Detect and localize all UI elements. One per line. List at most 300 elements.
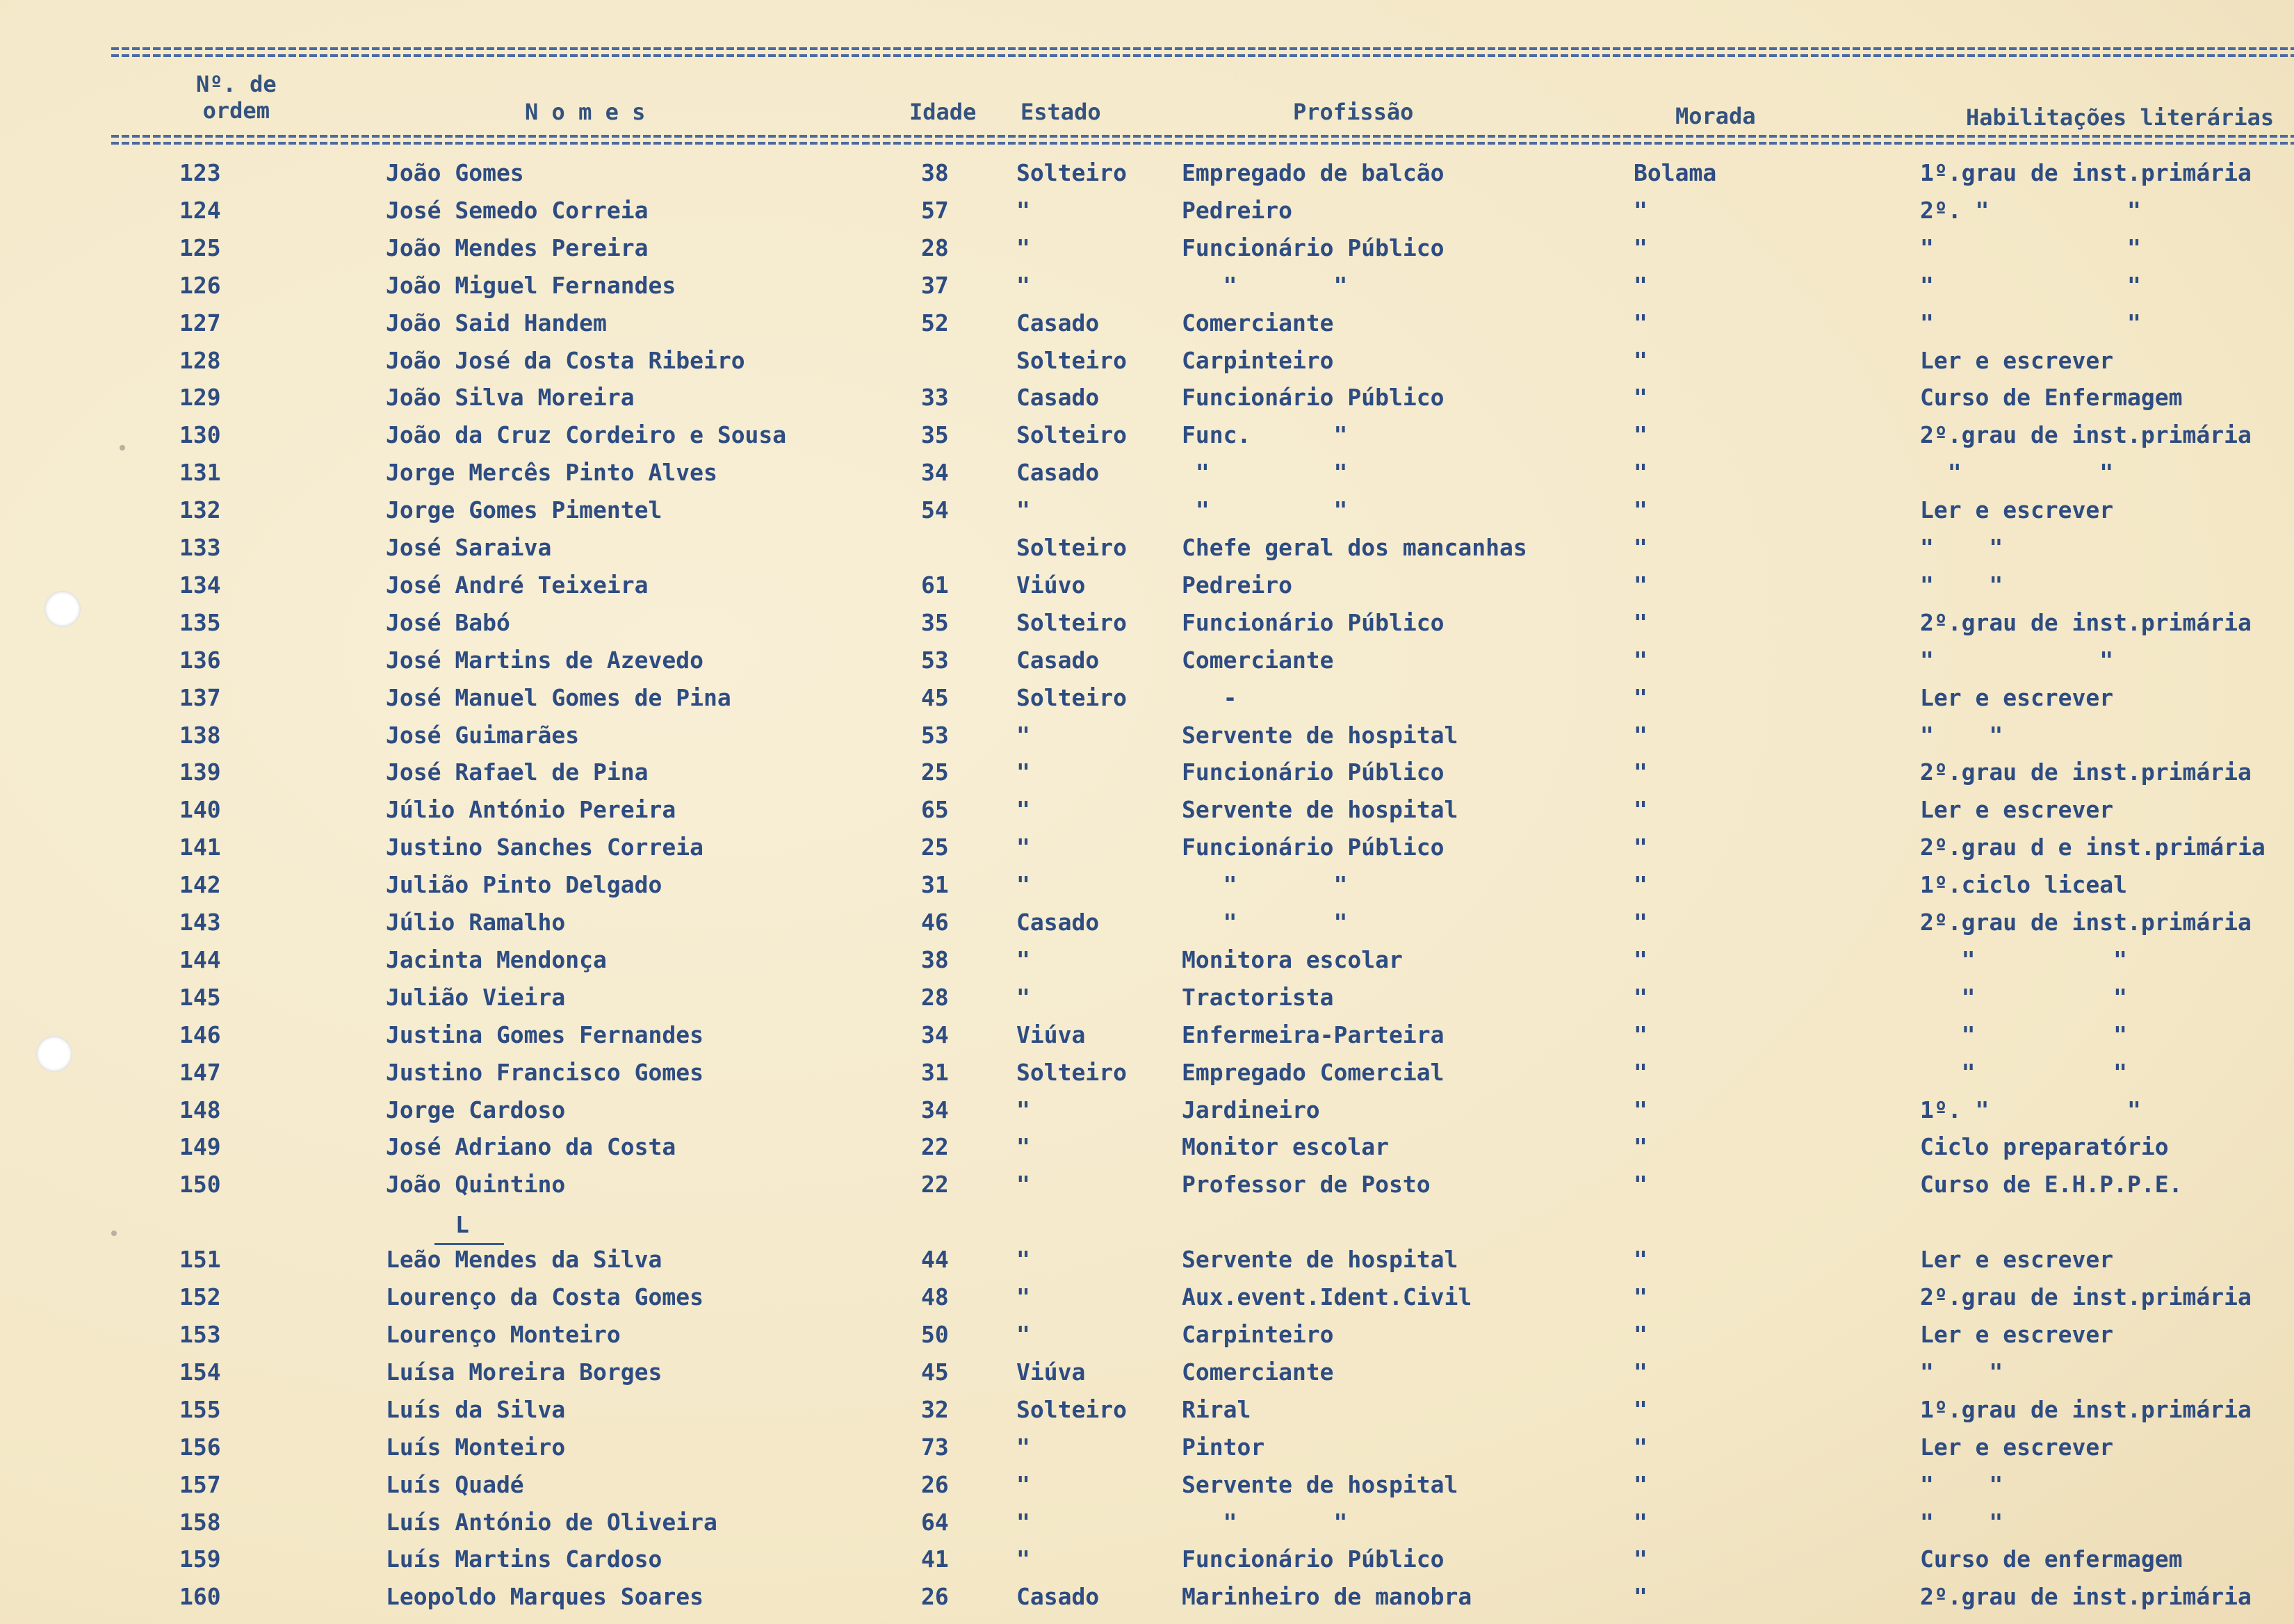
row-age: 44	[921, 1246, 949, 1274]
row-age: 45	[921, 683, 949, 711]
table-row	[0, 529, 2294, 567]
row-morada: "	[1634, 271, 1648, 299]
row-habilitacoes: Ler e escrever	[1920, 496, 2114, 524]
row-morada: "	[1634, 1433, 1648, 1461]
row-number: 135	[179, 608, 221, 636]
row-morada: "	[1634, 1246, 1648, 1274]
row-estado: "	[1016, 1246, 1030, 1274]
row-profissao: Marinheiro de manobra	[1182, 1583, 1472, 1611]
row-name: Luísa Moreira Borges	[386, 1358, 662, 1386]
row-age: 52	[921, 309, 949, 336]
row-number: 157	[179, 1470, 221, 1498]
row-profissao: Pedreiro	[1182, 196, 1292, 224]
row-estado: "	[1016, 496, 1030, 524]
table-row	[0, 192, 2294, 229]
table-row	[0, 1128, 2294, 1166]
row-morada: "	[1634, 1096, 1648, 1123]
row-number: 133	[179, 534, 221, 561]
row-morada: "	[1634, 871, 1648, 899]
row-morada: "	[1634, 834, 1648, 861]
table-row	[0, 567, 2294, 604]
row-morada: "	[1634, 1583, 1648, 1611]
row-number: 126	[179, 271, 221, 299]
row-number: 138	[179, 721, 221, 749]
row-number: 152	[179, 1283, 221, 1311]
row-age: 34	[921, 1096, 949, 1123]
row-habilitacoes: 1º.grau de inst.primária	[1920, 1395, 2252, 1423]
row-estado: Solteiro	[1016, 1058, 1127, 1086]
row-profissao: Empregado de balcão	[1182, 159, 1445, 186]
row-morada: "	[1634, 1470, 1648, 1498]
row-habilitacoes: 2º.grau de inst.primária	[1920, 909, 2252, 936]
table-row	[0, 791, 2294, 829]
row-age: 46	[921, 909, 949, 936]
row-morada: "	[1634, 346, 1648, 374]
row-habilitacoes: " "	[1920, 309, 2141, 336]
row-estado: Solteiro	[1016, 159, 1127, 186]
row-profissao: Comerciante	[1182, 309, 1334, 336]
table-row	[0, 416, 2294, 454]
row-number: 145	[179, 983, 221, 1011]
row-estado: Viúva	[1016, 1021, 1086, 1048]
row-habilitacoes: Curso de enfermagem	[1920, 1545, 2183, 1573]
row-profissao: Monitora escolar	[1182, 945, 1403, 973]
row-habilitacoes: " "	[1920, 534, 2003, 561]
row-estado: "	[1016, 945, 1030, 973]
row-name: José Babó	[386, 608, 510, 636]
row-profissao: Comerciante	[1182, 646, 1334, 674]
row-age: 34	[921, 1021, 949, 1048]
row-name: João Said Handem	[386, 309, 607, 336]
row-estado: Casado	[1016, 1583, 1100, 1611]
row-habilitacoes: " "	[1920, 945, 2128, 973]
row-number: 124	[179, 196, 221, 224]
table-row	[0, 642, 2294, 679]
row-profissao: " "	[1182, 271, 1348, 299]
table-row	[0, 1016, 2294, 1054]
row-estado: Viúvo	[1016, 571, 1086, 599]
row-estado: "	[1016, 1545, 1030, 1573]
table-row	[0, 866, 2294, 904]
row-estado: "	[1016, 1133, 1030, 1161]
row-morada: "	[1634, 1133, 1648, 1161]
row-estado: Solteiro	[1016, 534, 1127, 561]
row-number: 136	[179, 646, 221, 674]
row-habilitacoes: " "	[1920, 1470, 2003, 1498]
row-number: 160	[179, 1583, 221, 1611]
row-profissao: Pintor	[1182, 1433, 1265, 1461]
row-habilitacoes: " "	[1920, 1508, 2003, 1536]
row-profissao: Jardineiro	[1182, 1096, 1320, 1123]
table-row	[0, 1278, 2294, 1316]
table-row	[0, 1578, 2294, 1616]
row-profissao: Funcionário Público	[1182, 1545, 1445, 1573]
row-name: Leopoldo Marques Soares	[386, 1583, 703, 1611]
row-habilitacoes: 1º.grau de inst.primária	[1920, 159, 2252, 186]
row-name: Justino Francisco Gomes	[386, 1058, 703, 1086]
row-habilitacoes: Ler e escrever	[1920, 683, 2114, 711]
row-morada: "	[1634, 1358, 1648, 1386]
row-estado: "	[1016, 271, 1030, 299]
row-habilitacoes: 2º.grau de inst.primária	[1920, 1583, 2252, 1611]
row-number: 150	[179, 1171, 221, 1199]
row-profissao: Pedreiro	[1182, 571, 1292, 599]
row-name: João Miguel Fernandes	[386, 271, 676, 299]
table-row	[0, 1391, 2294, 1429]
row-profissao: Monitor escolar	[1182, 1133, 1390, 1161]
table-row	[0, 229, 2294, 267]
top-double-rule-lower	[111, 54, 2294, 57]
row-habilitacoes: " "	[1920, 1358, 2003, 1386]
table-row	[0, 1466, 2294, 1504]
row-name: Luís Monteiro	[386, 1433, 566, 1461]
table-row	[0, 1166, 2294, 1203]
row-number: 139	[179, 758, 221, 786]
row-habilitacoes: 1º.ciclo liceal	[1920, 871, 2128, 899]
row-age: 45	[921, 1358, 949, 1386]
row-morada: "	[1634, 683, 1648, 711]
row-age: 35	[921, 608, 949, 636]
row-number: 132	[179, 496, 221, 524]
row-number: 147	[179, 1058, 221, 1086]
row-name: José Rafael de Pina	[386, 758, 649, 786]
table-row	[0, 1354, 2294, 1391]
row-estado: "	[1016, 1470, 1030, 1498]
row-estado: "	[1016, 871, 1030, 899]
row-profissao: Servente de hospital	[1182, 1246, 1458, 1274]
row-age: 22	[921, 1171, 949, 1199]
row-profissao: Funcionário Público	[1182, 384, 1445, 412]
row-habilitacoes: 2º.grau de inst.primária	[1920, 608, 2252, 636]
row-age: 31	[921, 1058, 949, 1086]
row-age: 33	[921, 384, 949, 412]
table-row	[0, 829, 2294, 866]
row-estado: Solteiro	[1016, 346, 1127, 374]
header-age-label: Idade	[909, 99, 977, 125]
row-morada: "	[1634, 234, 1648, 261]
row-estado: Solteiro	[1016, 1395, 1127, 1423]
table-row	[0, 1541, 2294, 1578]
row-habilitacoes: 2º.grau de inst.primária	[1920, 1283, 2252, 1311]
table-row	[0, 717, 2294, 754]
row-morada: "	[1634, 1395, 1648, 1423]
row-number: 142	[179, 871, 221, 899]
row-age: 22	[921, 1133, 949, 1161]
row-age: 73	[921, 1433, 949, 1461]
row-age: 31	[921, 871, 949, 899]
row-profissao: -	[1182, 683, 1237, 711]
row-number: 129	[179, 384, 221, 412]
row-age: 32	[921, 1395, 949, 1423]
row-age: 64	[921, 1508, 949, 1536]
table-row	[0, 342, 2294, 380]
table-row	[0, 304, 2294, 342]
row-estado: "	[1016, 721, 1030, 749]
row-estado: "	[1016, 1321, 1030, 1348]
section-underline	[434, 1243, 504, 1245]
row-name: João Quintino	[386, 1171, 566, 1199]
row-profissao: Servente de hospital	[1182, 796, 1458, 824]
row-profissao: " "	[1182, 1508, 1348, 1536]
row-habilitacoes: " "	[1920, 571, 2003, 599]
row-morada: "	[1634, 721, 1648, 749]
row-age: 38	[921, 945, 949, 973]
row-name: Justina Gomes Fernandes	[386, 1021, 703, 1048]
row-habilitacoes: " "	[1920, 646, 2114, 674]
table-row	[0, 154, 2294, 192]
row-name: Luís da Silva	[386, 1395, 566, 1423]
row-estado: Solteiro	[1016, 608, 1127, 636]
table-row	[0, 1241, 2294, 1278]
row-profissao: Funcionário Público	[1182, 834, 1445, 861]
row-morada: "	[1634, 196, 1648, 224]
header-profissao-label: Profissão	[1293, 99, 1414, 125]
row-number: 148	[179, 1096, 221, 1123]
row-name: Leão Mendes da Silva	[386, 1246, 662, 1274]
row-name: Lourenço da Costa Gomes	[386, 1283, 703, 1311]
row-name: José André Teixeira	[386, 571, 649, 599]
table-row	[0, 1054, 2294, 1091]
row-habilitacoes: " "	[1920, 1058, 2128, 1086]
header-double-rule-lower	[111, 142, 2294, 145]
row-name: José Manuel Gomes de Pina	[386, 683, 731, 711]
row-profissao: Comerciante	[1182, 1358, 1334, 1386]
paper-speck	[111, 1231, 117, 1236]
row-profissao: " "	[1182, 496, 1348, 524]
row-name: Jorge Gomes Pimentel	[386, 496, 662, 524]
row-age: 28	[921, 234, 949, 261]
row-number: 158	[179, 1508, 221, 1536]
row-name: João José da Costa Ribeiro	[386, 346, 745, 374]
row-name: João da Cruz Cordeiro e Sousa	[386, 421, 787, 449]
row-estado: "	[1016, 196, 1030, 224]
row-profissao: Empregado Comercial	[1182, 1058, 1445, 1086]
table-row	[0, 267, 2294, 304]
row-profissao: Enfermeira-Parteira	[1182, 1021, 1445, 1048]
row-age: 26	[921, 1470, 949, 1498]
row-habilitacoes: " "	[1920, 1021, 2128, 1048]
table-row	[0, 979, 2294, 1016]
table-row	[0, 1316, 2294, 1354]
row-estado: Casado	[1016, 459, 1100, 487]
row-habilitacoes: Ciclo preparatório	[1920, 1133, 2169, 1161]
row-name: João Silva Moreira	[386, 384, 635, 412]
row-habilitacoes: 2º. " "	[1920, 196, 2141, 224]
row-morada: "	[1634, 1545, 1648, 1573]
row-name: Jorge Mercês Pinto Alves	[386, 459, 717, 487]
row-age: 34	[921, 459, 949, 487]
row-age: 26	[921, 1583, 949, 1611]
row-number: 151	[179, 1246, 221, 1274]
row-number: 153	[179, 1321, 221, 1348]
row-profissao: Carpinteiro	[1182, 346, 1334, 374]
row-name: Jacinta Mendonça	[386, 945, 607, 973]
table-row	[0, 1091, 2294, 1129]
row-morada: "	[1634, 945, 1648, 973]
row-morada: "	[1634, 646, 1648, 674]
row-number: 143	[179, 909, 221, 936]
row-habilitacoes: " "	[1920, 721, 2003, 749]
row-age: 61	[921, 571, 949, 599]
row-number: 134	[179, 571, 221, 599]
row-estado: "	[1016, 834, 1030, 861]
row-estado: "	[1016, 983, 1030, 1011]
row-morada: "	[1634, 983, 1648, 1011]
row-morada: "	[1634, 571, 1648, 599]
row-age: 28	[921, 983, 949, 1011]
row-morada: "	[1634, 1321, 1648, 1348]
row-habilitacoes: Curso de Enfermagem	[1920, 384, 2183, 412]
row-name: José Adriano da Costa	[386, 1133, 676, 1161]
row-habilitacoes: 2º.grau de inst.primária	[1920, 421, 2252, 449]
row-morada: "	[1634, 1283, 1648, 1311]
row-age: 53	[921, 646, 949, 674]
row-habilitacoes: " "	[1920, 234, 2141, 261]
row-estado: Viúva	[1016, 1358, 1086, 1386]
row-name: Luís António de Oliveira	[386, 1508, 717, 1536]
row-number: 144	[179, 945, 221, 973]
table-row	[0, 754, 2294, 791]
row-profissao: Funcionário Público	[1182, 234, 1445, 261]
row-estado: "	[1016, 1283, 1030, 1311]
row-name: Júlio António Pereira	[386, 796, 676, 824]
row-habilitacoes: Ler e escrever	[1920, 1246, 2114, 1274]
row-number: 141	[179, 834, 221, 861]
row-morada: "	[1634, 909, 1648, 936]
section-letter: L	[455, 1211, 469, 1238]
row-name: João Gomes	[386, 159, 524, 186]
row-name: Julião Pinto Delgado	[386, 871, 662, 899]
row-name: Luís Martins Cardoso	[386, 1545, 662, 1573]
table-row	[0, 1429, 2294, 1466]
row-estado: "	[1016, 796, 1030, 824]
table-row	[0, 492, 2294, 529]
row-number: 137	[179, 683, 221, 711]
row-estado: "	[1016, 1508, 1030, 1536]
row-name: João Mendes Pereira	[386, 234, 649, 261]
header-morada-label: Morada	[1675, 103, 1756, 129]
header-num-label: Nº. de ordem	[196, 71, 277, 124]
row-profissao: Chefe geral dos mancanhas	[1182, 534, 1527, 561]
row-estado: Casado	[1016, 646, 1100, 674]
row-morada: "	[1634, 534, 1648, 561]
row-age: 37	[921, 271, 949, 299]
table-row	[0, 604, 2294, 642]
row-name: Justino Sanches Correia	[386, 834, 703, 861]
row-estado: Casado	[1016, 309, 1100, 336]
row-estado: "	[1016, 758, 1030, 786]
row-morada: "	[1634, 796, 1648, 824]
row-number: 156	[179, 1433, 221, 1461]
header-habilitacoes-label: Habilitações literárias	[1966, 104, 2275, 131]
row-morada: "	[1634, 384, 1648, 412]
header-name-label: N o m e s	[525, 99, 646, 125]
row-profissao: Funcionário Público	[1182, 608, 1445, 636]
row-name: José Semedo Correia	[386, 196, 649, 224]
row-number: 146	[179, 1021, 221, 1048]
row-age: 53	[921, 721, 949, 749]
row-number: 155	[179, 1395, 221, 1423]
row-estado: "	[1016, 1171, 1030, 1199]
row-estado: Solteiro	[1016, 421, 1127, 449]
row-age: 54	[921, 496, 949, 524]
row-number: 140	[179, 796, 221, 824]
row-morada: "	[1634, 1171, 1648, 1199]
row-morada: "	[1634, 309, 1648, 336]
top-double-rule-upper	[111, 47, 2294, 50]
row-habilitacoes: 2º.grau de inst.primária	[1920, 758, 2252, 786]
table-row	[0, 679, 2294, 717]
row-profissao: Professor de Posto	[1182, 1171, 1431, 1199]
row-number: 131	[179, 459, 221, 487]
table-row	[0, 941, 2294, 979]
row-age: 57	[921, 196, 949, 224]
row-habilitacoes: 2º.grau d e inst.primária	[1920, 834, 2265, 861]
row-habilitacoes: Ler e escrever	[1920, 346, 2114, 374]
row-name: Julião Vieira	[386, 983, 566, 1011]
row-name: José Saraiva	[386, 534, 552, 561]
row-name: Luís Quadé	[386, 1470, 524, 1498]
header-double-rule-upper	[111, 135, 2294, 138]
row-number: 159	[179, 1545, 221, 1573]
row-age: 25	[921, 834, 949, 861]
row-morada: "	[1634, 421, 1648, 449]
header-estado-label: Estado	[1020, 99, 1101, 125]
row-profissao: " "	[1182, 909, 1348, 936]
row-number: 154	[179, 1358, 221, 1386]
row-number: 123	[179, 159, 221, 186]
row-morada: Bolama	[1634, 159, 1717, 186]
row-number: 130	[179, 421, 221, 449]
row-profissao: Carpinteiro	[1182, 1321, 1334, 1348]
row-number: 127	[179, 309, 221, 336]
row-morada: "	[1634, 496, 1648, 524]
row-name: José Martins de Azevedo	[386, 646, 703, 674]
row-profissao: Servente de hospital	[1182, 1470, 1458, 1498]
row-habilitacoes: " "	[1920, 983, 2128, 1011]
row-profissao: Aux.event.Ident.Civil	[1182, 1283, 1472, 1311]
row-habilitacoes: " "	[1920, 271, 2141, 299]
row-age: 50	[921, 1321, 949, 1348]
row-habilitacoes: 1º. " "	[1920, 1096, 2141, 1123]
row-name: Jorge Cardoso	[386, 1096, 566, 1123]
row-age: 48	[921, 1283, 949, 1311]
row-age: 65	[921, 796, 949, 824]
table-row	[0, 454, 2294, 492]
table-row	[0, 379, 2294, 416]
row-profissao: Tractorista	[1182, 983, 1334, 1011]
row-estado: "	[1016, 1433, 1030, 1461]
row-habilitacoes: " "	[1920, 459, 2114, 487]
row-habilitacoes: Ler e escrever	[1920, 1433, 2114, 1461]
row-name: Lourenço Monteiro	[386, 1321, 621, 1348]
table-row	[0, 904, 2294, 941]
row-habilitacoes: Ler e escrever	[1920, 796, 2114, 824]
row-profissao: " "	[1182, 871, 1348, 899]
row-estado: Casado	[1016, 384, 1100, 412]
row-profissao: Servente de hospital	[1182, 721, 1458, 749]
row-morada: "	[1634, 459, 1648, 487]
row-morada: "	[1634, 608, 1648, 636]
row-age: 38	[921, 159, 949, 186]
row-profissao: Funcionário Público	[1182, 758, 1445, 786]
row-number: 128	[179, 346, 221, 374]
row-morada: "	[1634, 1021, 1648, 1048]
row-habilitacoes: Curso de E.H.P.P.E.	[1920, 1171, 2183, 1199]
row-name: Júlio Ramalho	[386, 909, 566, 936]
row-habilitacoes: Ler e escrever	[1920, 1321, 2114, 1348]
row-number: 149	[179, 1133, 221, 1161]
